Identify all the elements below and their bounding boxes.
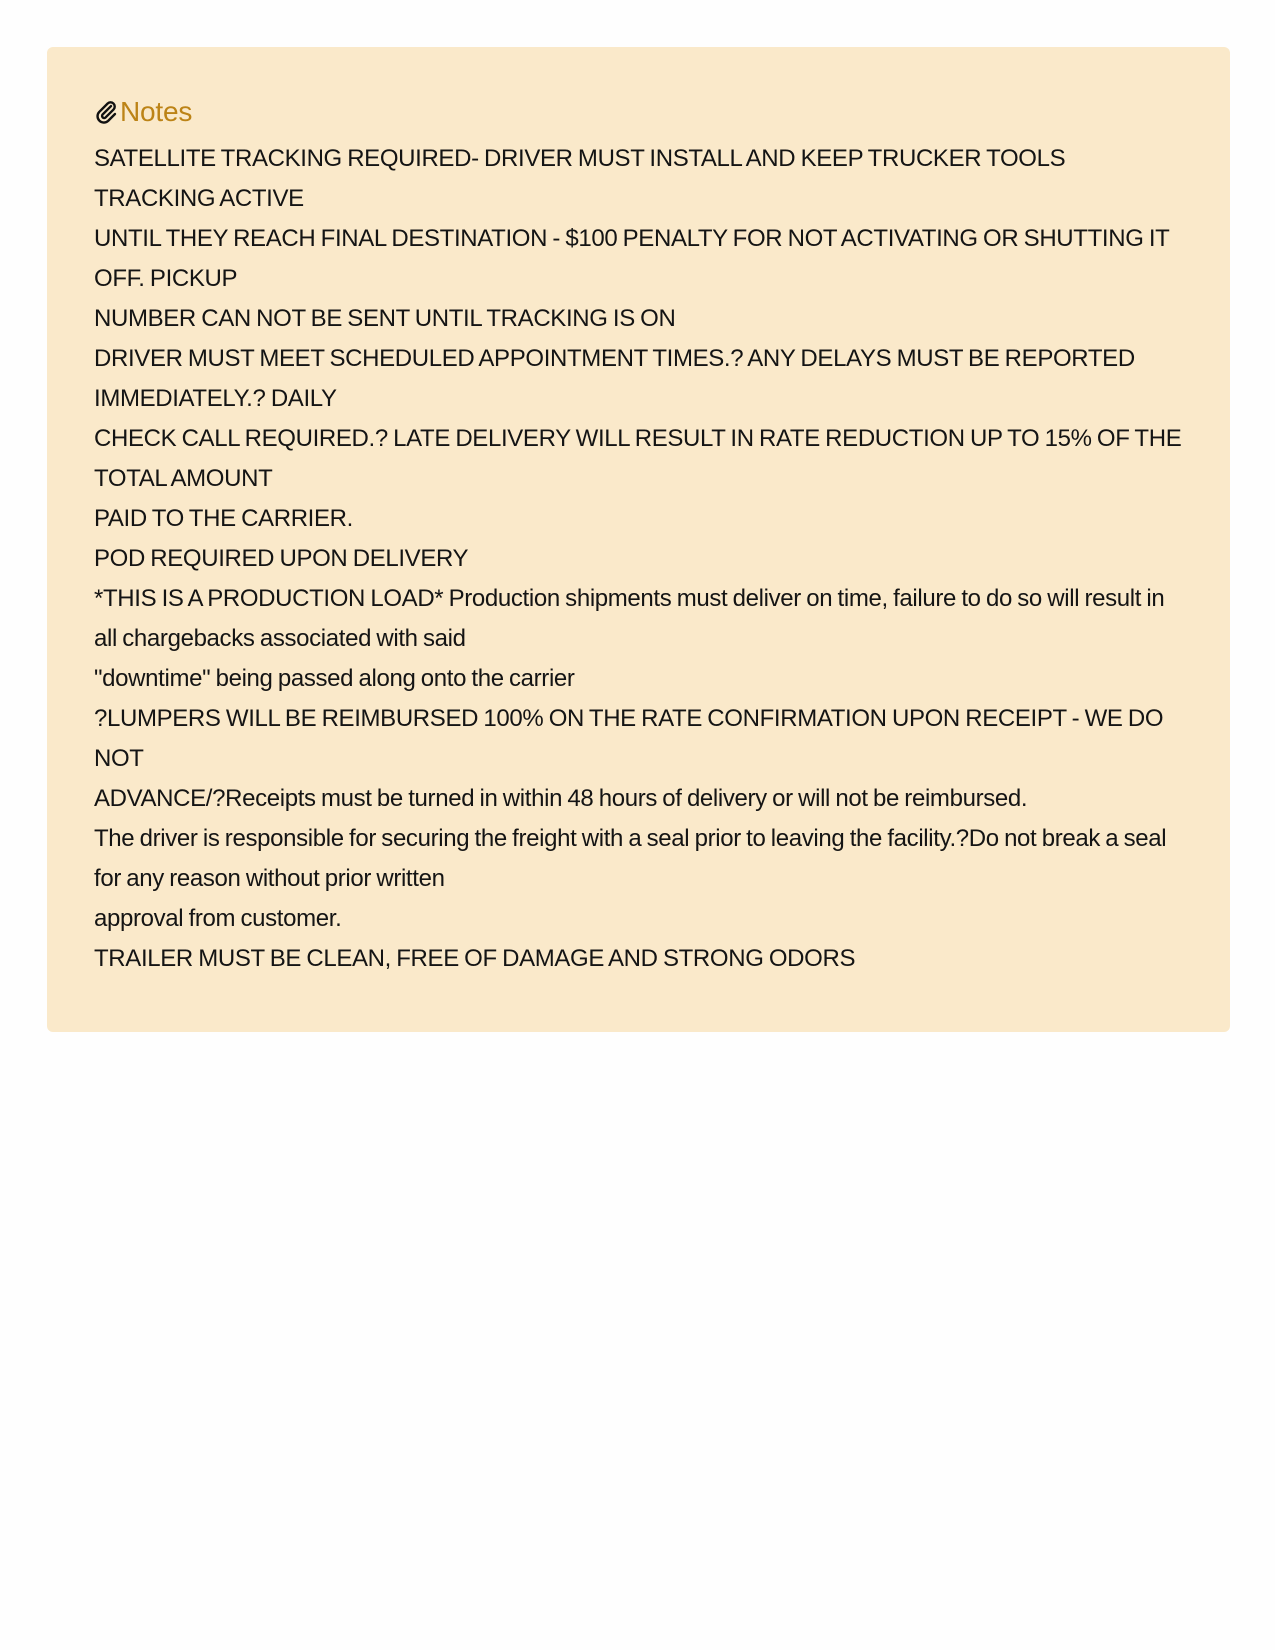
note-line: ADVANCE/?Receipts must be turned in within 48 hours of delivery or will not be reimbursed.: [94, 785, 1028, 812]
note-line: DRIVER MUST MEET SCHEDULED APPOINTMENT TIMES.? ANY DELAYS MUST BE REPORTED IMMEDIATELY.? DAILY: [94, 345, 1135, 412]
note-line: TRAILER MUST BE CLEAN, FREE OF DAMAGE AND STRONG ODORS: [94, 945, 856, 972]
note-line: UNTIL THEY REACH FINAL DESTINATION - $100 PENALTY FOR NOT ACTIVATING OR SHUTTING IT OFF. PICKUP: [94, 225, 1170, 292]
notes-title: Notes: [120, 96, 193, 127]
note-line: POD REQUIRED UPON DELIVERY: [94, 545, 469, 572]
note-line: *THIS IS A PRODUCTION LOAD* Production shipments must deliver on time, failure to do so will result in all chargebacks associated with said: [94, 585, 1165, 652]
note-line: "downtime" being passed along onto the carrier: [94, 665, 575, 692]
note-line: The driver is responsible for securing the freight with a seal prior to leaving the facility.?Do not break a seal for any reason without prior written: [94, 825, 1167, 892]
note-line: approval from customer.: [94, 905, 342, 932]
notes-header: [94, 91, 1188, 133]
notes-body: [94, 139, 1188, 979]
note-line: NUMBER CAN NOT BE SENT UNTIL TRACKING IS ON: [94, 305, 676, 332]
note-line: SATELLITE TRACKING REQUIRED- DRIVER MUST INSTALL AND KEEP TRUCKER TOOLS TRACKING ACTIVE: [94, 145, 1066, 212]
paperclip-icon: [94, 98, 118, 126]
note-line: PAID TO THE CARRIER.: [94, 505, 353, 532]
notes-panel: [47, 47, 1230, 1032]
note-line: CHECK CALL REQUIRED.? LATE DELIVERY WILL RESULT IN RATE REDUCTION UP TO 15% OF THE TOTAL AMOUNT: [94, 425, 1182, 492]
note-line: ?LUMPERS WILL BE REIMBURSED 100% ON THE RATE CONFIRMATION UPON RECEIPT - WE DO NOT: [94, 705, 1164, 772]
